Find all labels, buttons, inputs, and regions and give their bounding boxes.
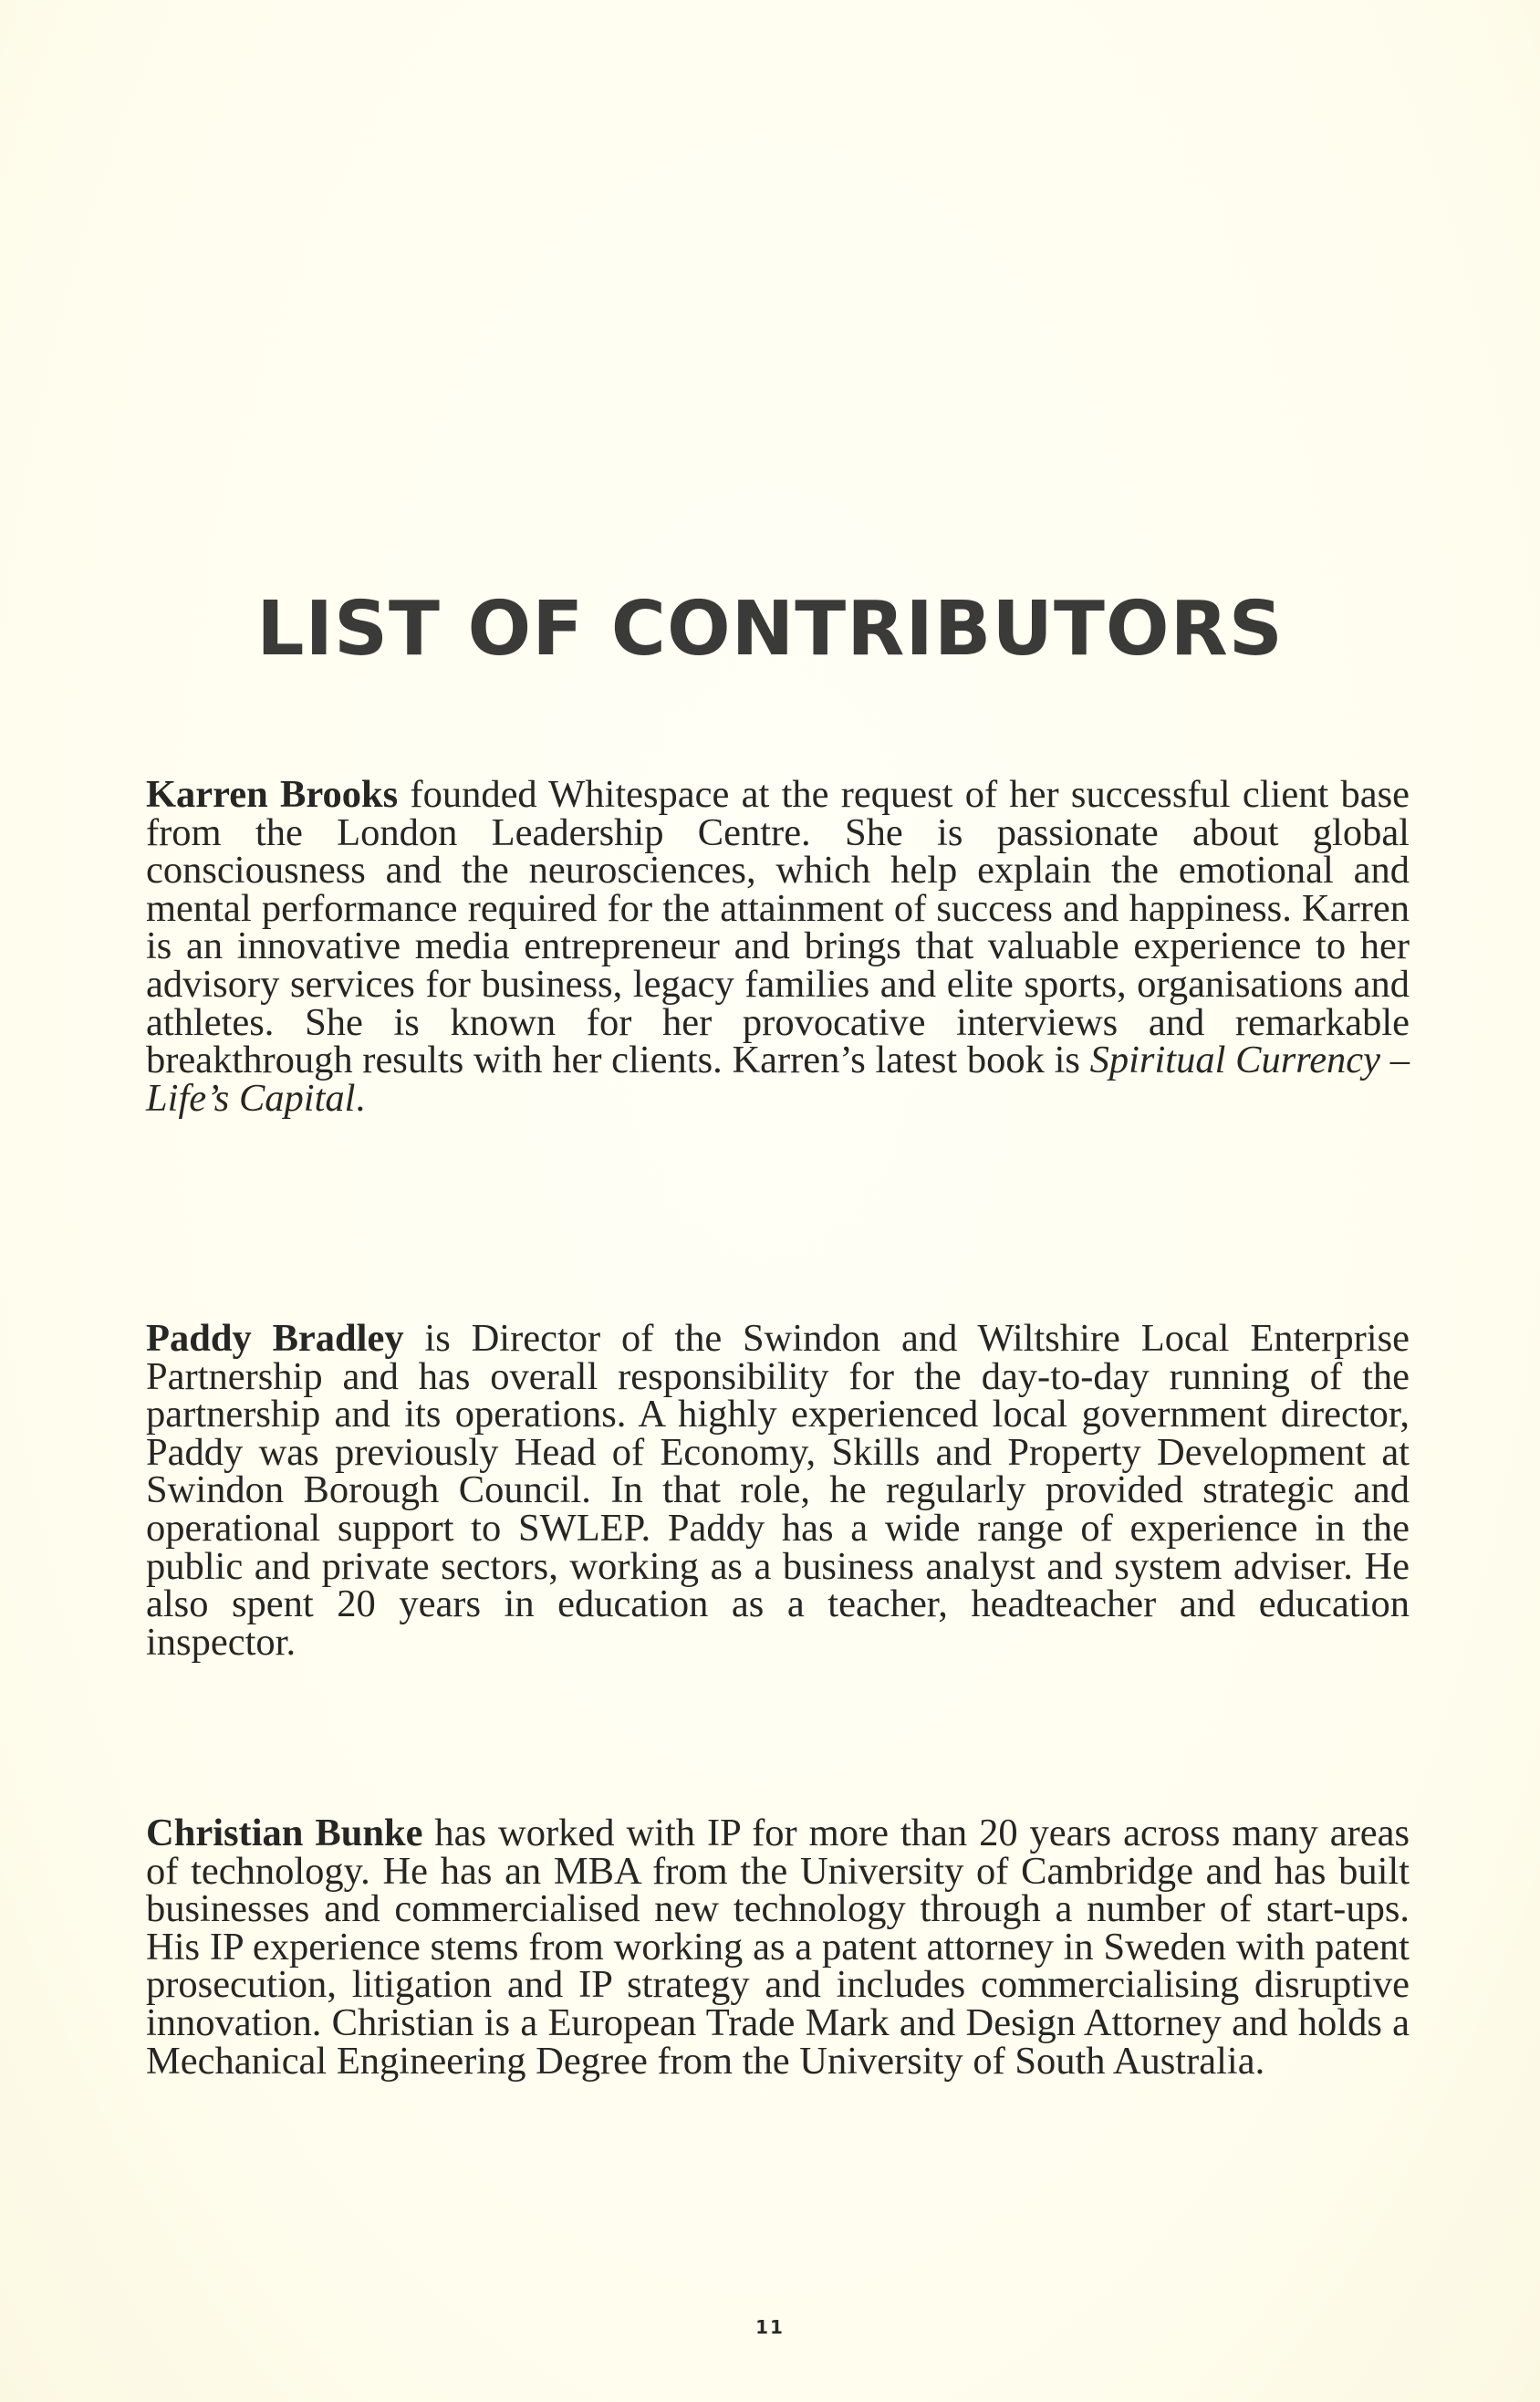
contributor-bio: founded Whitespace at the request of her successful client base from the London Leadership Centre. She is passionate about global consciousness and the neurosciences, which help explain the emotional and mental performance required for the attainment of success and happiness. Karren is an innovative media entrepreneur and brings that valuable experience to her advisory services for business, legacy families and elite sports, organisations and athletes. She is known for her provocative interviews and remarkable breakthrough results with her clients. Karren’s latest book is [146, 773, 1410, 1082]
contributor-bio-end: . [355, 1076, 366, 1120]
contributor-bio: has worked with IP for more than 20 years across many areas of technology. He has an MBA from the University of Cambridge and has built businesses and commercialised new technology through a number of start-ups. His IP experience stems from working as a patent attorney in Sweden with patent prosecution, litigation and IP strategy and includes commercialising disruptive innovation. Christian is a European Trade Mark and Design Attorney and holds a Mechanical Engineering Degree from the University of South Australia. [146, 1812, 1410, 2083]
page-number: 11 [755, 2316, 785, 2338]
contributor-name: Christian Bunke [146, 1812, 423, 1854]
contributor-name: Paddy Bradley [146, 1317, 404, 1360]
page-title: LIST OF CONTRIBUTORS [256, 586, 1284, 673]
contributor-entry-karren-brooks [146, 773, 1410, 1120]
contributor-bio: is Director of the Swindon and Wiltshire Local Enterprise Partnership and has overall responsibility for the day-to-day running of the partnership and its operations. A highly experienced local government director, Paddy was previously Head of Economy, Skills and Property Development at Swindon Borough Council. In that role, he regularly provided strategic and operational support to SWLEP. Paddy has a wide range of experience in the public and private sectors, working as a business analyst and system adviser. He also spent 20 years in education as a teacher, headteacher and education inspector. [146, 1317, 1410, 1664]
contributor-entry-paddy-bradley [146, 1317, 1410, 1664]
book-title: Spiritual Currency – Life’s Capital [146, 1039, 1410, 1120]
contributor-name: Karren Brooks [146, 773, 399, 816]
contributor-entry-christian-bunke [146, 1812, 1410, 2083]
